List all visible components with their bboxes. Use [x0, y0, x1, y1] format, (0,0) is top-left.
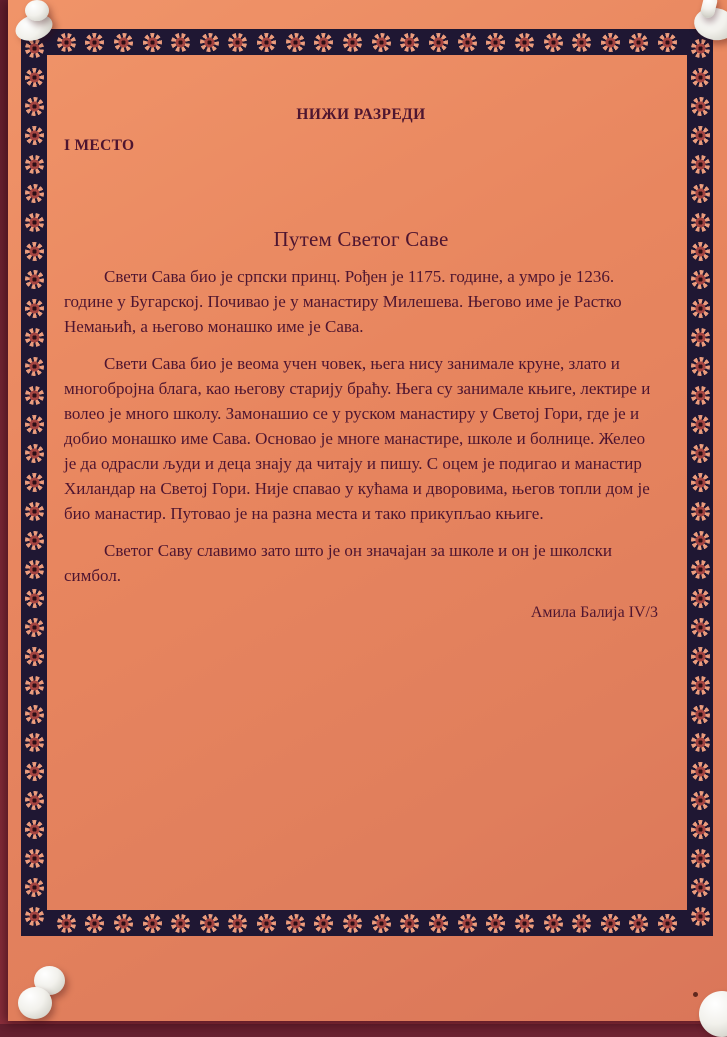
border-band-top	[47, 29, 687, 55]
flower-rosette-ornament	[22, 268, 45, 291]
flower-rosette-ornament	[627, 30, 650, 53]
essay-body	[64, 264, 658, 588]
flower-rosette-ornament	[22, 123, 47, 148]
flower-rosette-ornament	[688, 470, 713, 495]
flower-rosette-ornament	[254, 30, 279, 55]
flower-rosette-ornament	[22, 470, 47, 495]
flower-rosette-ornament	[22, 616, 45, 639]
flower-rosette-ornament	[22, 355, 45, 378]
flower-rosette-ornament	[688, 268, 711, 291]
flower-rosette-ornament	[22, 239, 47, 264]
flower-rosette-ornament	[228, 33, 247, 52]
flower-rosette-ornament	[343, 33, 362, 52]
flower-rosette-ornament	[22, 95, 45, 118]
flower-rosette-ornament	[25, 213, 44, 232]
flower-rosette-ornament	[343, 914, 362, 933]
flower-rosette-ornament	[691, 676, 710, 695]
border-band-bottom	[47, 910, 687, 936]
flower-rosette-ornament	[688, 297, 713, 322]
flower-rosette-ornament	[171, 33, 190, 52]
flower-rosette-ornament	[542, 30, 565, 53]
flower-rosette-ornament	[370, 30, 393, 53]
flower-rosette-ornament	[598, 30, 623, 55]
flower-rosette-ornament	[598, 911, 623, 936]
flower-rosette-ornament	[483, 30, 508, 55]
flower-rosette-ornament	[655, 30, 680, 55]
flower-rosette-ornament	[22, 412, 47, 437]
flower-rosette-ornament	[400, 33, 419, 52]
pushpin-base	[18, 987, 52, 1019]
essay-paragraph: Свети Сава био је српски принц. Рођен је 1175. године, а умро је 1236. године у Бугарској. Почивао је у манастиру Милешева. Његово име је Растко Немањић, а његово монашко име је Сава.	[64, 267, 622, 336]
paper-sheet	[8, 0, 727, 1021]
flower-rosette-ornament	[112, 30, 135, 53]
flower-rosette-ornament	[572, 914, 591, 933]
flower-rosette-ornament	[426, 30, 451, 55]
category-heading: НИЖИ РАЗРЕДИ	[296, 106, 426, 123]
flower-rosette-ornament	[22, 297, 47, 322]
flower-rosette-ornament	[22, 702, 45, 725]
pushpin-bottom-right	[699, 991, 727, 1037]
border-band-right	[687, 29, 713, 936]
flower-rosette-ornament	[688, 876, 711, 899]
flower-rosette-ornament	[688, 760, 713, 785]
pushpin-bottom-left	[18, 960, 70, 1022]
flower-rosette-ornament	[25, 155, 44, 174]
author-signature: Амила Балија IV/3	[530, 604, 658, 621]
flower-rosette-ornament	[691, 849, 710, 868]
flower-rosette-ornament	[140, 911, 165, 936]
flower-rosette-ornament	[82, 30, 107, 55]
flower-rosette-ornament	[688, 95, 711, 118]
flower-rosette-ornament	[688, 442, 711, 465]
flower-rosette-ornament	[456, 911, 479, 934]
pushpin-top-left	[13, 0, 59, 52]
essay-paragraph: Светог Саву славимо зато што је он значајан за школе и он је школски симбол.	[64, 541, 613, 585]
flower-rosette-ornament	[25, 502, 44, 521]
flower-rosette-ornament	[688, 239, 713, 264]
flower-rosette-ornament	[25, 386, 44, 405]
flower-rosette-ornament	[284, 911, 307, 934]
flower-rosette-ornament	[688, 586, 713, 611]
pushpin-top-right	[692, 0, 727, 42]
pushpin-head	[25, 0, 49, 21]
flower-rosette-ornament	[691, 907, 710, 926]
flower-rosette-ornament	[426, 911, 451, 936]
flower-rosette-ornament	[483, 911, 508, 936]
flower-rosette-ornament	[198, 911, 221, 934]
flower-rosette-ornament	[370, 911, 393, 934]
flower-rosette-ornament	[312, 911, 337, 936]
flower-rosette-ornament	[572, 33, 591, 52]
flower-rosette-ornament	[254, 911, 279, 936]
award-label: I МЕСТО	[64, 137, 135, 154]
flower-rosette-ornament	[22, 182, 45, 205]
wall-speck	[693, 992, 698, 997]
essay-paragraph: Свети Сава био је веома учен човек, њега нису занимале круне, злато и многобројна блага, као његову старију браћу. Њега су занимале књиге, лектире и волео је много школу. Замонашио се у руском манастиру у Светој Гори, где је и добио монашко име Сава. Основао је многе манастире, школе и болнице. Желео је да одрасли људи и деца знају да читају и пишу. С оцем је подигао и манастир Хиландар на Светој Гори. Није спавао у кућама и дворовима, његов топли дом је био манастир. Путовао је на разна места и тако прикупљао књиге.	[64, 354, 651, 523]
flower-rosette-ornament	[25, 849, 44, 868]
flower-rosette-ornament	[25, 328, 44, 347]
flower-rosette-ornament	[515, 33, 534, 52]
essay-content	[64, 106, 658, 622]
flower-rosette-ornament	[691, 386, 710, 405]
flower-rosette-ornament	[688, 529, 711, 552]
flower-rosette-ornament	[691, 560, 710, 579]
flower-rosette-ornament	[22, 876, 45, 899]
flower-rosette-ornament	[171, 914, 190, 933]
flower-rosette-ornament	[25, 733, 44, 752]
flower-rosette-ornament	[25, 560, 44, 579]
flower-rosette-ornament	[691, 328, 710, 347]
flower-rosette-ornament	[284, 30, 307, 53]
flower-rosette-ornament	[688, 412, 713, 437]
flower-rosette-ornament	[691, 213, 710, 232]
flower-rosette-ornament	[688, 616, 711, 639]
flower-rosette-ornament	[140, 30, 165, 55]
border-band-left	[21, 29, 47, 936]
flower-rosette-ornament	[22, 760, 47, 785]
flower-rosette-ornament	[542, 911, 565, 934]
essay-title: Путем Светог Саве	[273, 227, 449, 251]
flower-rosette-ornament	[688, 355, 711, 378]
flower-rosette-ornament	[22, 644, 47, 669]
flower-rosette-ornament	[456, 30, 479, 53]
flower-rosette-ornament	[82, 911, 107, 936]
flower-rosette-ornament	[688, 123, 713, 148]
flower-rosette-ornament	[691, 155, 710, 174]
flower-rosette-ornament	[627, 911, 650, 934]
flower-rosette-ornament	[688, 65, 713, 90]
flower-rosette-ornament	[198, 30, 221, 53]
flower-rosette-ornament	[25, 676, 44, 695]
flower-rosette-ornament	[22, 442, 45, 465]
flower-rosette-ornament	[691, 733, 710, 752]
flower-rosette-ornament	[515, 914, 534, 933]
flower-rosette-ornament	[57, 914, 76, 933]
flower-rosette-ornament	[312, 30, 337, 55]
pushpin-head	[699, 991, 727, 1037]
flower-rosette-ornament	[22, 529, 45, 552]
flower-rosette-ornament	[22, 586, 47, 611]
flower-rosette-ornament	[400, 914, 419, 933]
flower-rosette-ornament	[22, 817, 47, 842]
flower-rosette-ornament	[112, 911, 135, 934]
flower-rosette-ornament	[25, 907, 44, 926]
flower-rosette-ornament	[688, 182, 711, 205]
flower-rosette-ornament	[691, 502, 710, 521]
flower-rosette-ornament	[688, 817, 713, 842]
flower-rosette-ornament	[655, 911, 680, 936]
flower-rosette-ornament	[688, 644, 713, 669]
flower-rosette-ornament	[22, 789, 45, 812]
flower-rosette-ornament	[688, 789, 711, 812]
flower-rosette-ornament	[22, 65, 47, 90]
flower-rosette-ornament	[57, 33, 76, 52]
flower-rosette-ornament	[688, 702, 711, 725]
flower-rosette-ornament	[228, 914, 247, 933]
